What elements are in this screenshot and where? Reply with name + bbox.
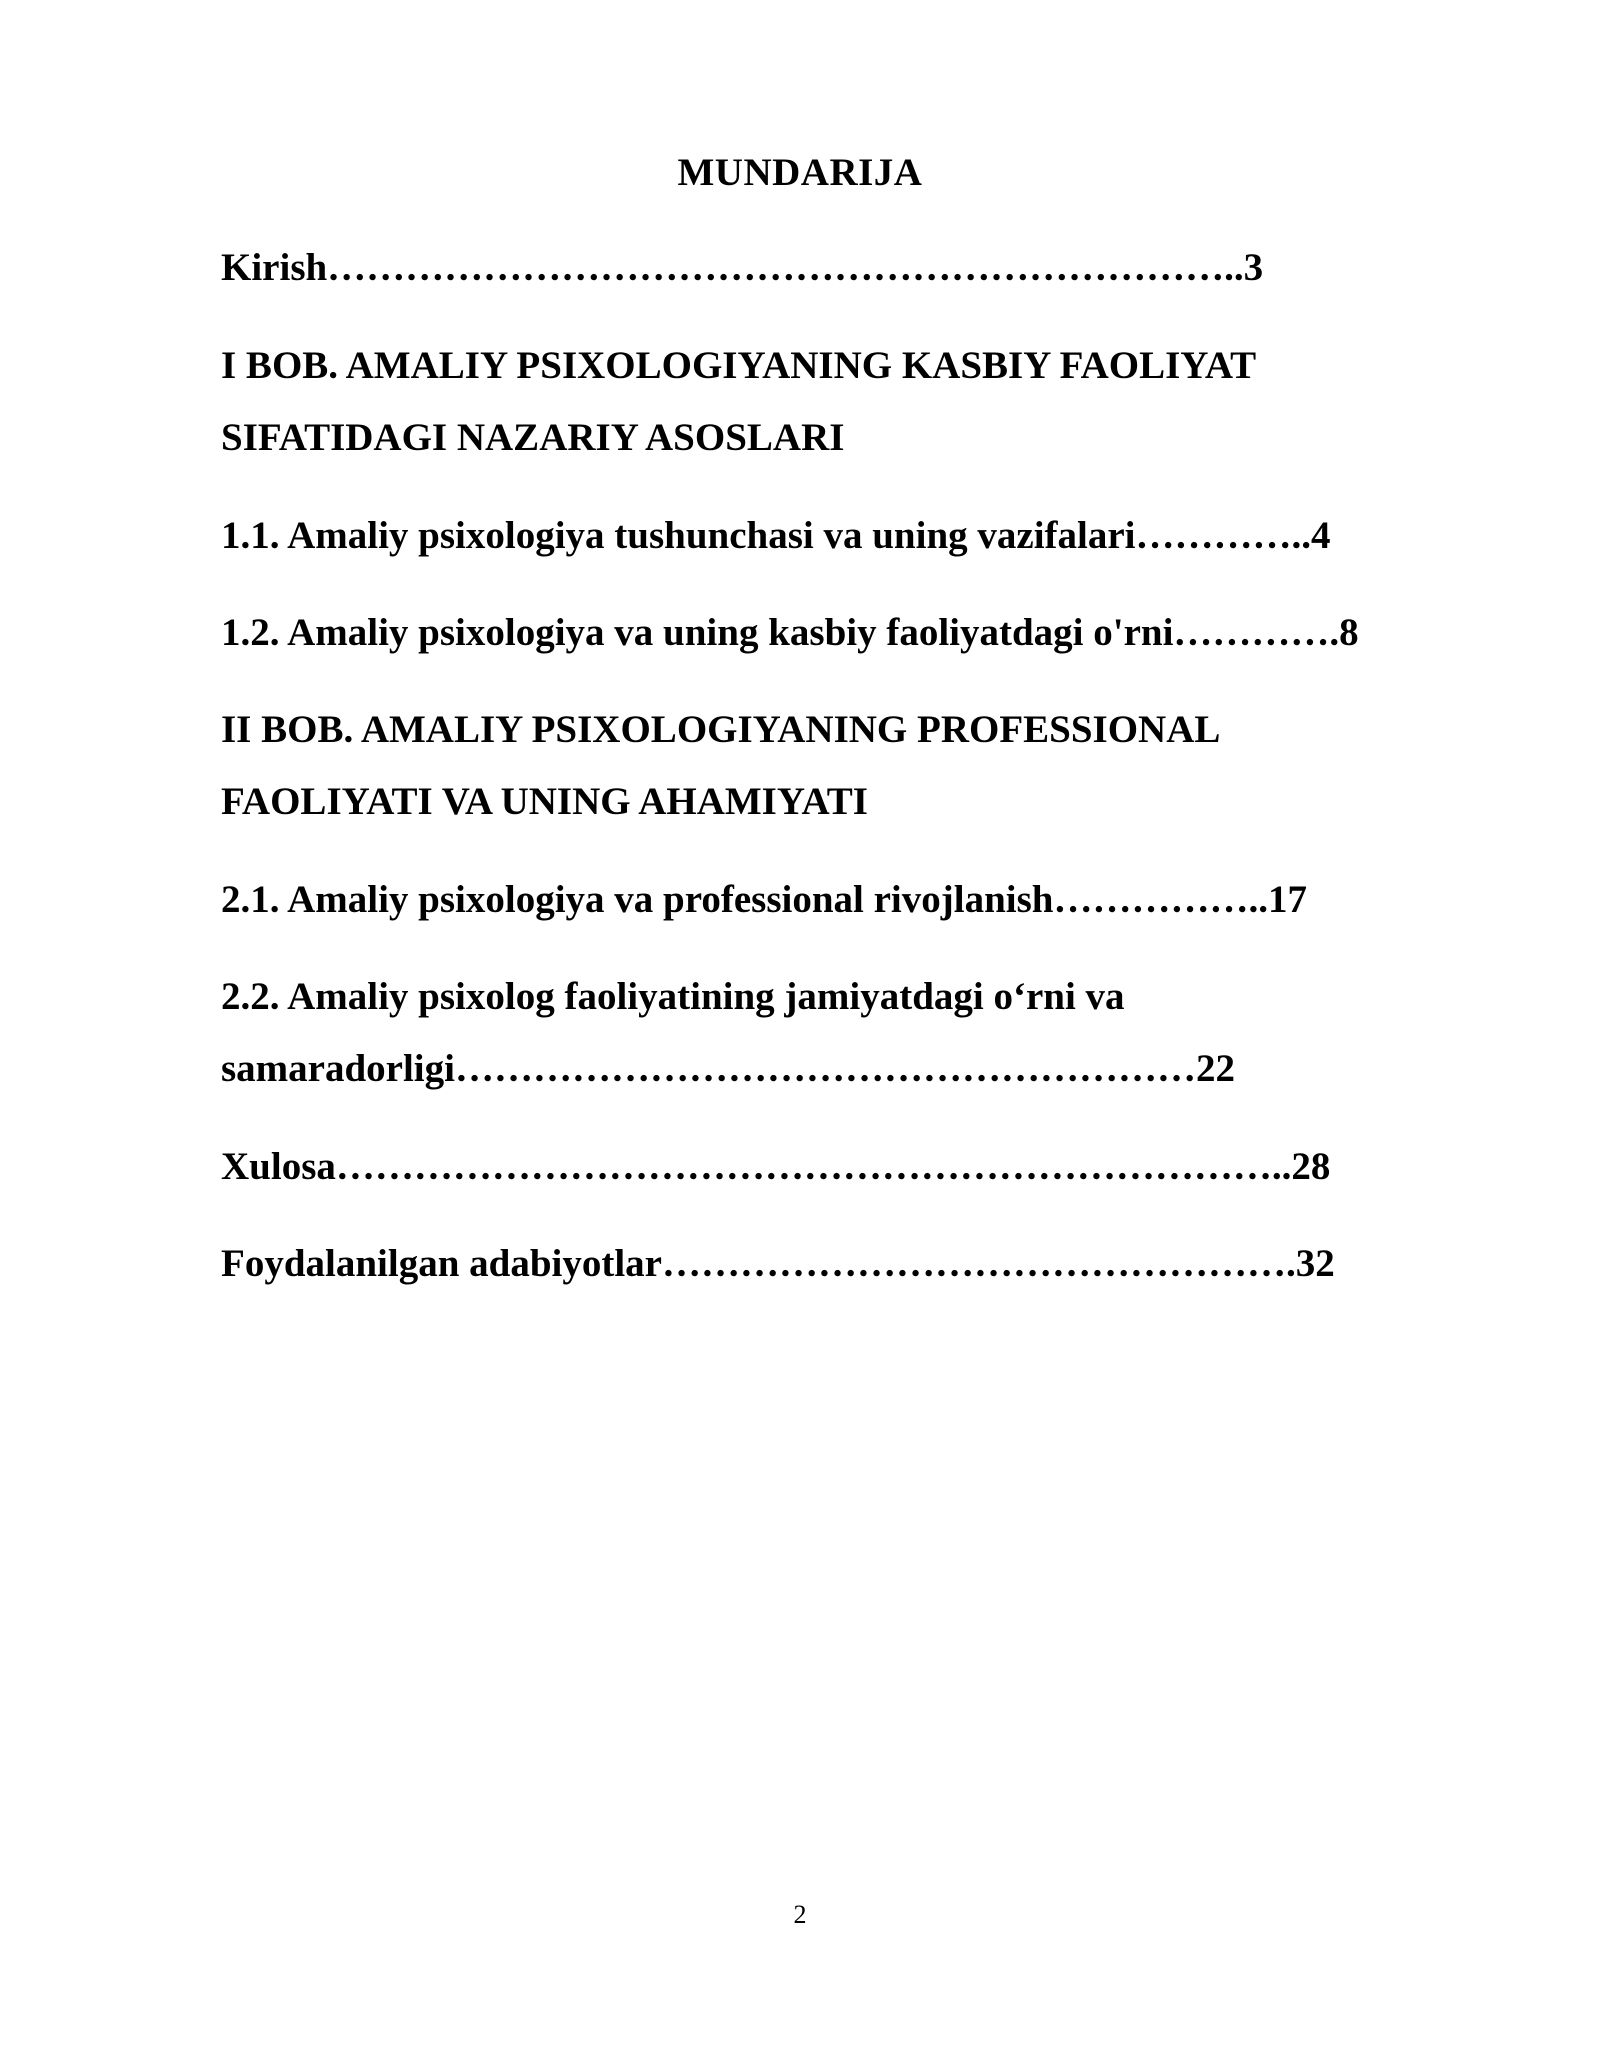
toc-entry-line: Foydalanilgan adabiyotlar………………………………………….32 [221, 1242, 1335, 1285]
toc-entry-1-1[interactable] [221, 500, 1331, 572]
toc-entry-line: 2.1. Amaliy psixologiya va professional rivojlanish……………..17 [221, 878, 1307, 921]
toc-entry-conclusion[interactable] [221, 1131, 1330, 1203]
toc-entry-line: II BOB. AMALIY PSIXOLOGIYANING PROFESSIONAL [221, 708, 1221, 751]
toc-entry-line: Kirish……………………………………………………………..3 [221, 246, 1264, 289]
toc-chapter-2-heading[interactable] [221, 694, 1220, 838]
page-number: 2 [793, 1900, 807, 1929]
toc-entry-references[interactable] [221, 1228, 1335, 1300]
toc-entry-introduction[interactable] [221, 232, 1263, 304]
toc-entry-2-2[interactable] [221, 961, 1235, 1105]
toc-entry-line: 2.2. Amaliy psixolog faoliyatining jamiyatdagi o‘rni va [221, 975, 1125, 1018]
toc-entry-2-1[interactable] [221, 864, 1307, 936]
toc-entry-line: I BOB. AMALIY PSIXOLOGIYANING KASBIY FAOLIYAT [221, 344, 1257, 387]
page-title: MUNDARIJA [677, 151, 923, 194]
toc-entry-line: SIFATIDAGI NAZARIY ASOSLARI [221, 416, 845, 459]
toc-entry-line: FAOLIYATI VA UNING AHAMIYATI [221, 780, 868, 823]
toc-entry-line: Xulosa………………………………………………………………..28 [221, 1145, 1331, 1188]
toc-chapter-1-heading[interactable] [221, 330, 1256, 474]
toc-entry-line: samaradorligi…………………………………………………22 [221, 1047, 1235, 1090]
toc-entry-1-2[interactable] [221, 597, 1359, 669]
toc-entry-line: 1.1. Amaliy psixologiya tushunchasi va uning vazifalari…………..4 [221, 514, 1331, 557]
toc-entry-line: 1.2. Amaliy psixologiya va uning kasbiy faoliyatdagi o'rni………….8 [221, 611, 1359, 654]
